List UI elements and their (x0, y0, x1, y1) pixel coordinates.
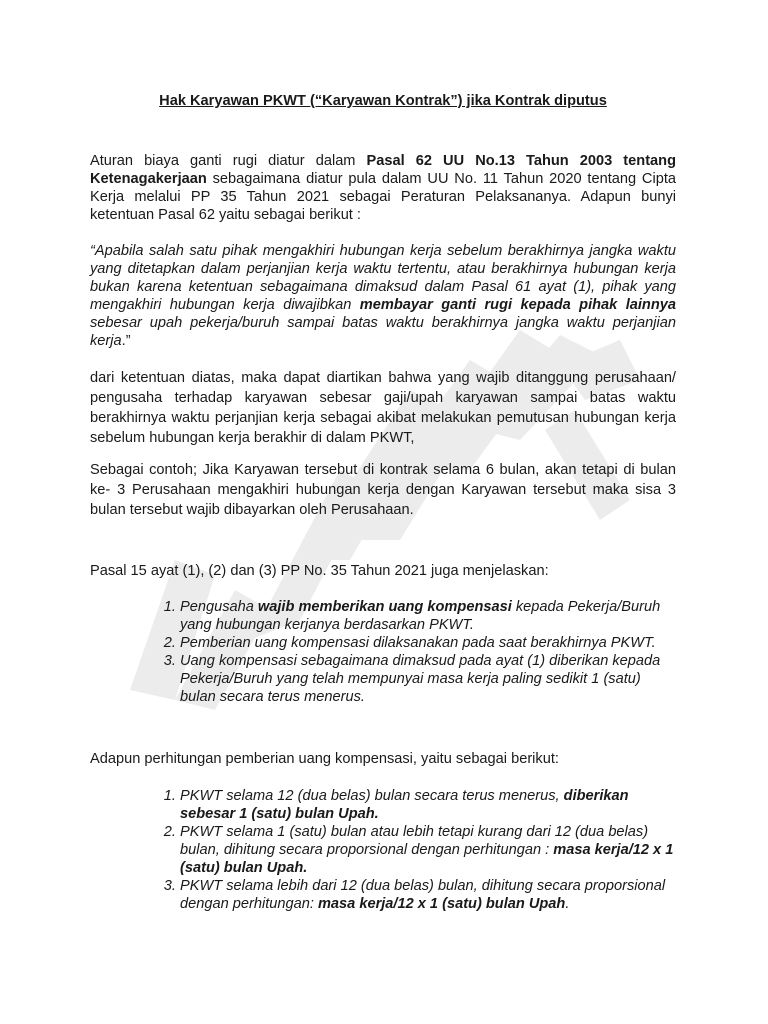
paragraph-intro-text-c: sebagaimana diatur pula dalam UU No. 11 Tahun 2020 tentang Cipta Kerja melalui PP 35 Tahun 2021 sebagai Peraturan Pelaksananya. Adapun bunyi ketentuan Pasal 62 yaitu sebagai berikut : (90, 171, 676, 223)
list1-item3-text: Uang kompensasi sebagaimana dimaksud pada ayat (1) diberikan kepada Pekerja/Buruh yang telah mempunyai masa kerja paling sedikit 1 (satu) bulan secara terus menerus. (180, 653, 661, 705)
list-item (180, 787, 676, 823)
list-pasal-15 (90, 598, 676, 706)
paragraph-pasal-15: Pasal 15 ayat (1), (2) dan (3) PP No. 35 Tahun 2021 juga menjelaskan: (90, 563, 549, 579)
list1-item1-text-c: kepada Pekerja/Buruh yang hubungan kerjanya berdasarkan PKWT. (180, 599, 661, 633)
quote-text-c: sebesar upah pekerja/buruh sampai batas waktu berakhirnya jangka waktu perjanjian kerja (90, 315, 676, 349)
list-item (180, 634, 676, 652)
quote-pasal-62 (90, 242, 676, 350)
list2-item2-bold: masa kerja/12 x 1 (satu) bulan Upah. (180, 842, 674, 876)
document-content (90, 92, 676, 913)
list-item (180, 598, 676, 634)
list-item (180, 877, 676, 913)
list-calculation (90, 787, 676, 913)
paragraph-example: Sebagai contoh; Jika Karyawan tersebut di kontrak selama 6 bulan, akan tetapi di bulan ke- 3 Perusahaan mengakhiri hubungan kerja dengan Karyawan tersebut maka sisa 3 bulan tersebut wajib dibayarkan oleh Perusahaan. (90, 462, 676, 518)
paragraph-intro-bold: Pasal 62 UU No.13 Tahun 2003 tentang Ketenagakerjaan (90, 153, 677, 187)
quote-bold: membayar ganti rugi kepada pihak lainnya (359, 297, 676, 313)
list2-item1-text: PKWT selama 12 (dua belas) bulan secara terus menerus, (180, 788, 564, 804)
list1-item1-text-a: Pengusaha (180, 599, 258, 615)
list2-item3-text: PKWT selama lebih dari 12 (dua belas) bulan, dihitung secara proporsional dengan perhitungan: (180, 878, 666, 912)
list2-item1-bold: diberikan sebesar 1 (satu) bulan Upah. (180, 788, 629, 822)
quote-text-d: .” (121, 333, 131, 349)
list1-item2-text: Pemberian uang kompensasi dilaksanakan pada saat berakhirnya PKWT. (180, 635, 656, 651)
paragraph-intro-text-a: Aturan biaya ganti rugi diatur dalam (90, 153, 367, 169)
list-item (180, 652, 676, 706)
list2-item3-bold: masa kerja/12 x 1 (satu) bulan Upah (317, 896, 566, 912)
paragraph-calculation: Adapun perhitungan pemberian uang kompensasi, yaitu sebagai berikut: (90, 751, 559, 767)
list1-item1-bold: wajib memberikan uang kompensasi (257, 599, 512, 615)
quote-text-a: “Apabila salah satu pihak mengakhiri hubungan kerja sebelum berakhirnya jangka waktu yang ditetapkan dalam perjanjian kerja waktu tertentu, atau berakhirnya hubungan kerja bukan karena ketentuan sebagaimana dimaksud dalam Pasal 61 ayat (1), pihak yang mengakhiri hubungan kerja diwajibkan (90, 243, 676, 313)
paragraph-intro (90, 152, 676, 224)
list-item (180, 823, 676, 877)
document-title: Hak Karyawan PKWT (“Karyawan Kontrak”) jika Kontrak diputus (159, 93, 607, 109)
list2-item2-text: PKWT selama 1 (satu) bulan atau lebih tetapi kurang dari 12 (dua belas) bulan, dihitung secara proporsional dengan perhitungan : (180, 824, 649, 858)
list2-item3-text-end: . (565, 896, 570, 912)
paragraph-interpretation: dari ketentuan diatas, maka dapat diartikan bahwa yang wajib ditanggung perusahaan/ pengusaha terhadap karyawan sebesar gaji/upah karyawan sampai batas waktu berakhirnya waktu perjanjian kerja sebagai akibat melakukan pemutusan hubungan kerja sebelum hubungan kerja berakhir di dalam PKWT, (90, 370, 676, 446)
